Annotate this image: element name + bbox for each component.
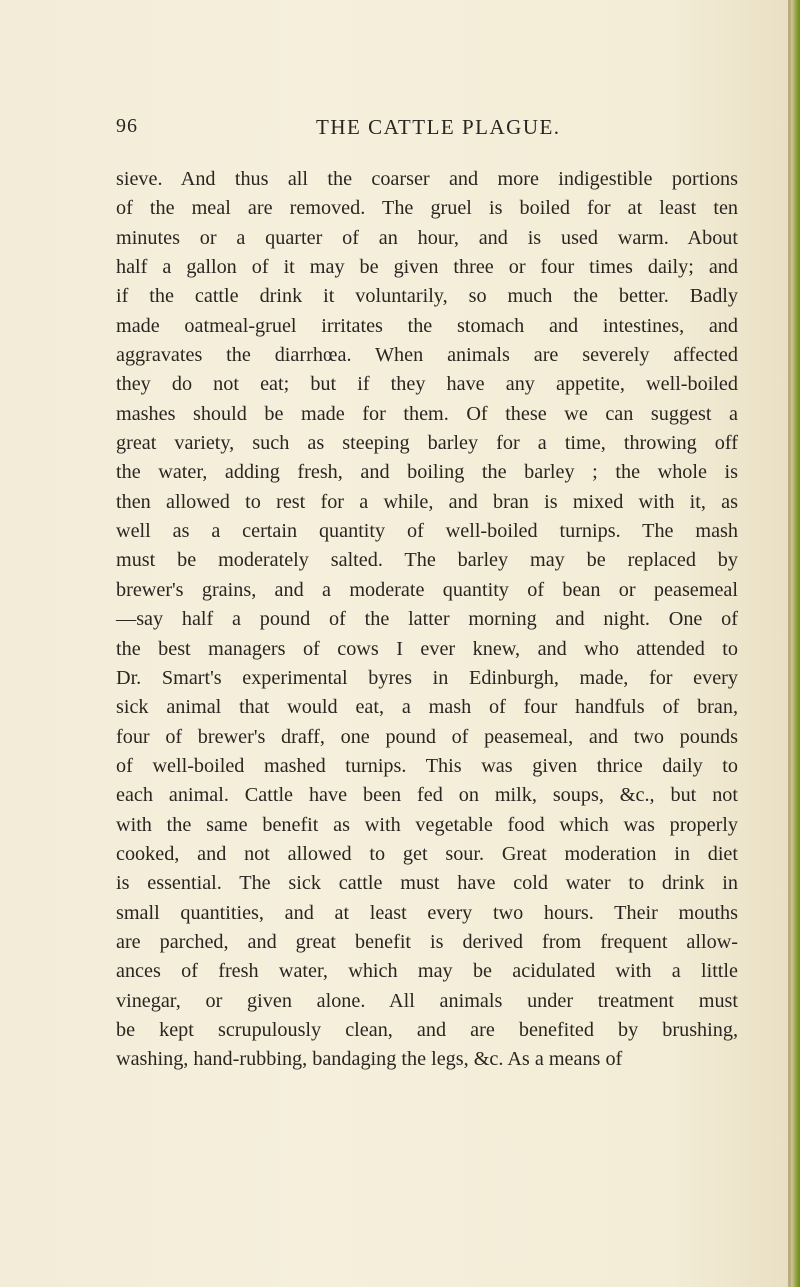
text-line: be kept scrupulously clean, and are benefited by brushing, [116,1018,738,1041]
text-line: great variety, such as steeping barley for a time, throwing off [116,432,738,455]
text-line: four of brewer's draff, one pound of peasemeal, and two pounds [116,725,738,748]
text-line: aggravates the diarrhœa. When animals are severely affected [116,344,738,367]
text-line: with the same benefit as with vegetable food which was properly [116,813,738,836]
text-line: of well-boiled mashed turnips. This was given thrice daily to [116,754,738,777]
body-text [116,165,738,1075]
page-number: 96 [116,115,138,137]
text-line: half a gallon of it may be given three or four times daily; and [116,256,738,279]
text-line: if the cattle drink it voluntarily, so much the better. Badly [116,285,738,308]
text-line: small quantities, and at least every two hours. Their mouths [116,901,738,924]
page-header [116,115,726,145]
page-edge [788,0,800,1287]
text-line: well as a certain quantity of well-boiled turnips. The mash [116,520,738,543]
running-title: THE CATTLE PLAGUE. [316,115,561,139]
text-line: must be moderately salted. The barley may be replaced by [116,549,738,572]
text-line: sick animal that would eat, a mash of four handfuls of bran, [116,696,738,719]
text-line: is essential. The sick cattle must have cold water to drink in [116,872,738,895]
text-line: ances of fresh water, which may be acidulated with a little [116,960,738,983]
text-line: of the meal are removed. The gruel is boiled for at least ten [116,197,738,220]
text-line: brewer's grains, and a moderate quantity of bean or peasemeal [116,578,738,601]
text-line: minutes or a quarter of an hour, and is used warm. About [116,226,738,249]
text-line: mashes should be made for them. Of these we can suggest a [116,402,738,425]
text-line: made oatmeal-gruel irritates the stomach and intestines, and [116,314,738,337]
text-line: vinegar, or given alone. All animals under treatment must [116,989,738,1012]
text-line: they do not eat; but if they have any appetite, well-boiled [116,373,738,396]
text-line: each animal. Cattle have been fed on milk, soups, &c., but not [116,784,738,807]
text-line: sieve. And thus all the coarser and more indigestible portions [116,168,738,190]
text-line: cooked, and not allowed to get sour. Great moderation in diet [116,842,738,865]
text-line: the best managers of cows I ever knew, and who attended to [116,637,738,660]
text-line: then allowed to rest for a while, and bran is mixed with it, as [116,490,738,513]
text-line: —say half a pound of the latter morning and night. One of [116,608,738,631]
text-line: are parched, and great benefit is derived from frequent allow- [116,930,738,953]
text-line: washing, hand-rubbing, bandaging the legs, &c. As a means of [116,1048,623,1071]
text-line: the water, adding fresh, and boiling the barley ; the whole is [116,461,738,484]
text-line: Dr. Smart's experimental byres in Edinburgh, made, for every [116,666,738,689]
